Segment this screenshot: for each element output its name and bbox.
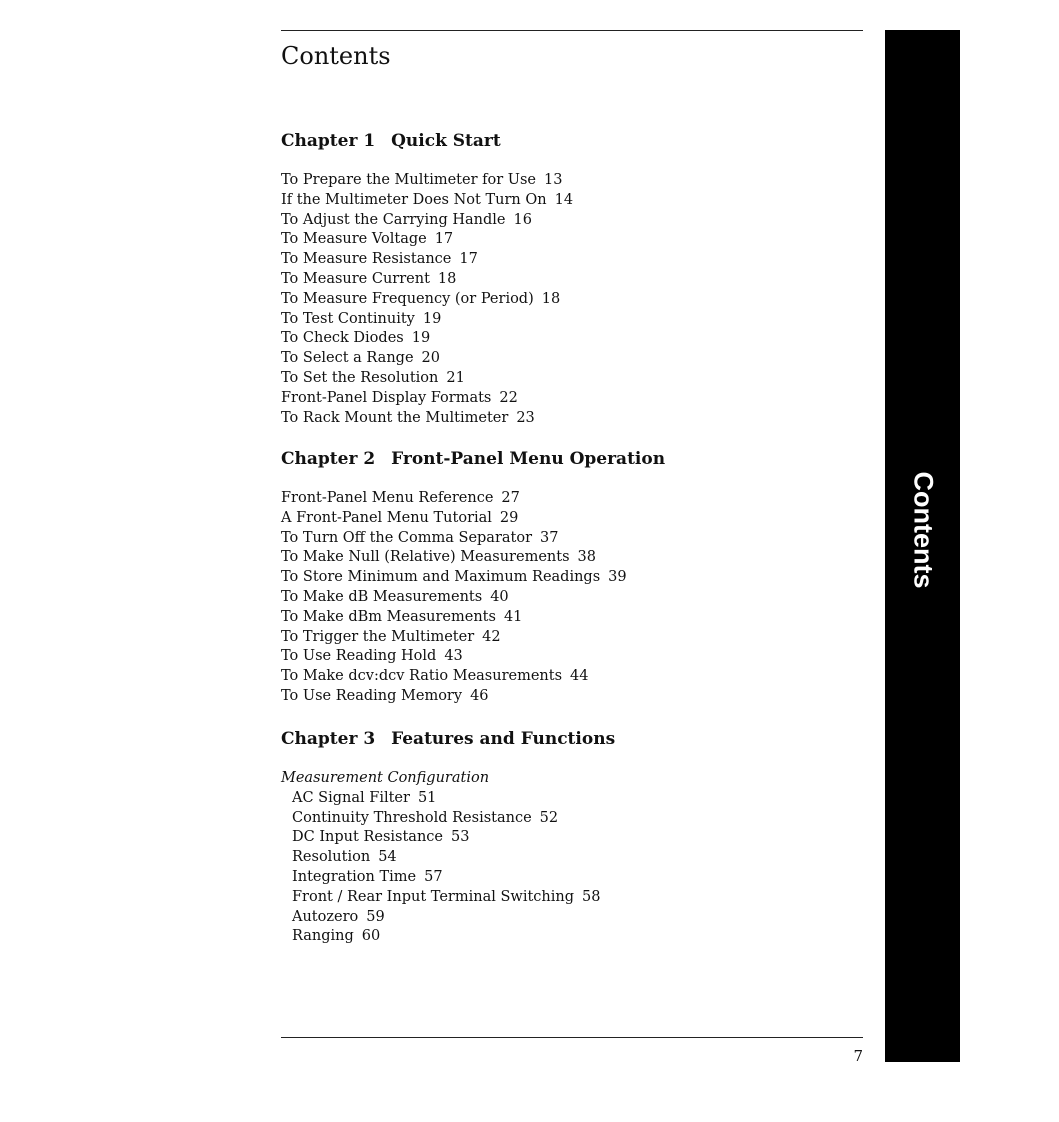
toc-entry[interactable] [281, 848, 600, 868]
entry-title: To Trigger the Multimeter [281, 628, 475, 645]
entry-title: To Use Reading Hold [281, 648, 437, 665]
toc-entry[interactable] [281, 927, 600, 947]
chapter-title: Quick Start [391, 131, 501, 151]
entry-page: 38 [577, 549, 596, 566]
entry-page: 17 [459, 251, 478, 268]
toc-entry[interactable] [281, 290, 573, 310]
entry-page: 29 [499, 509, 519, 526]
toc-entry[interactable] [281, 667, 627, 687]
toc-entry[interactable] [281, 687, 627, 707]
toc-entry[interactable] [281, 191, 573, 211]
chapter-number: Chapter 3 [281, 729, 376, 749]
entry-title: To Measure Current [281, 270, 430, 287]
entry-title: To Make dB Measurements [281, 588, 483, 605]
entry-title: AC Signal Filter [292, 789, 410, 806]
page-number: 7 [853, 1047, 863, 1065]
entry-page: 19 [411, 330, 431, 347]
chapter-3-entries [281, 769, 600, 947]
entry-title: Front-Panel Menu Reference [281, 490, 494, 506]
entry-title: To Set the Resolution [281, 369, 439, 386]
entry-page: 18 [437, 270, 457, 287]
entry-page: 21 [446, 369, 465, 386]
entry-page: 39 [608, 569, 627, 586]
entry-page: 54 [378, 849, 397, 866]
entry-title: To Rack Mount the Multimeter [281, 409, 509, 426]
entry-page: 14 [554, 191, 574, 208]
entry-title: To Make Null (Relative) Measurements [281, 549, 570, 566]
chapter-title: Front-Panel Menu Operation [391, 449, 666, 469]
entry-page: 19 [422, 310, 442, 327]
toc-entry[interactable] [281, 211, 573, 231]
entry-page: 23 [516, 409, 535, 426]
toc-entry[interactable] [281, 409, 573, 429]
toc-entry[interactable] [281, 171, 573, 191]
toc-entry[interactable] [281, 389, 573, 409]
toc-entry[interactable] [281, 349, 573, 369]
entry-page: 20 [421, 350, 440, 367]
top-rule [281, 30, 863, 31]
entry-page: 59 [366, 908, 385, 925]
entry-title: To Test Continuity [281, 310, 415, 327]
entry-title: Autozero [292, 908, 359, 925]
toc-entry[interactable] [281, 588, 627, 608]
side-tab [885, 30, 960, 1062]
chapter-1-heading [281, 130, 501, 152]
toc-entry[interactable] [281, 888, 600, 908]
toc-entry[interactable] [281, 509, 627, 529]
toc-entry[interactable] [281, 529, 627, 549]
entry-title: Front / Rear Input Terminal Switching [292, 888, 574, 905]
entry-page: 22 [499, 389, 518, 406]
entry-page: 51 [417, 789, 437, 806]
entry-page: 60 [361, 928, 381, 945]
toc-entry[interactable] [281, 270, 573, 290]
entry-page: 13 [544, 172, 563, 188]
entry-page: 18 [541, 290, 561, 307]
chapter-1-entries [281, 171, 573, 428]
toc-entry[interactable] [281, 908, 600, 928]
toc-entry[interactable] [281, 489, 627, 509]
entry-title: To Select a Range [281, 350, 414, 367]
chapter-number: Chapter 2 [281, 449, 376, 469]
entry-page: 40 [490, 588, 509, 605]
entry-title: Resolution [292, 849, 371, 866]
toc-entry[interactable] [281, 329, 573, 349]
toc-entry[interactable] [281, 568, 627, 588]
side-tab-label: Contents [908, 471, 938, 589]
entry-title: To Measure Voltage [281, 231, 427, 248]
entry-page: 42 [482, 628, 501, 645]
entry-title: Ranging [292, 928, 354, 945]
entry-title: Integration Time [292, 868, 417, 885]
toc-entry[interactable] [281, 647, 627, 667]
entry-page: 53 [450, 829, 470, 846]
entry-title: To Make dcv:dcv Ratio Measurements [281, 668, 563, 685]
entry-title: To Measure Frequency (or Period) [281, 290, 534, 307]
entry-page: 44 [570, 668, 589, 685]
entry-title: To Use Reading Memory [281, 687, 463, 704]
chapter-2-heading [281, 448, 665, 470]
toc-entry[interactable] [281, 250, 573, 270]
toc-entry[interactable] [281, 608, 627, 628]
entry-page: 16 [513, 211, 532, 228]
chapter-3-heading [281, 728, 615, 750]
toc-entry[interactable] [281, 809, 600, 829]
entry-page: 27 [501, 490, 520, 506]
chapter-title: Features and Functions [391, 729, 616, 749]
entry-page: 17 [434, 231, 454, 248]
entry-title: To Prepare the Multimeter for Use [281, 172, 537, 188]
toc-entry[interactable] [281, 789, 600, 809]
entry-page: 46 [470, 687, 489, 704]
toc-entry[interactable] [281, 369, 573, 389]
entry-title: To Measure Resistance [281, 251, 452, 268]
entry-page: 41 [503, 608, 523, 625]
entry-page: 43 [444, 648, 463, 665]
entry-title: To Make dBm Measurements [281, 608, 496, 625]
entry-title: To Check Diodes [281, 330, 404, 347]
toc-entry[interactable] [281, 548, 627, 568]
entry-title: Continuity Threshold Resistance [292, 809, 532, 826]
entry-title: DC Input Resistance [292, 829, 443, 846]
entry-page: 58 [582, 888, 601, 905]
chapter-2-entries [281, 489, 627, 707]
page-title: Contents [281, 42, 391, 70]
entry-title: To Adjust the Carrying Handle [281, 211, 506, 228]
entry-page: 37 [540, 529, 559, 546]
entry-title: If the Multimeter Does Not Turn On [281, 191, 547, 208]
entry-page: 57 [424, 868, 443, 885]
toc-entry[interactable] [281, 828, 600, 848]
section-label: Measurement Configuration [281, 770, 490, 786]
entry-title: To Store Minimum and Maximum Readings [281, 569, 601, 586]
bottom-rule [281, 1037, 863, 1038]
entry-title: A Front-Panel Menu Tutorial [281, 509, 492, 526]
entry-page: 52 [539, 809, 559, 826]
chapter-number: Chapter 1 [281, 131, 376, 151]
entry-title: Front-Panel Display Formats [281, 389, 492, 406]
toc-entry[interactable] [281, 628, 627, 648]
toc-entry[interactable] [281, 868, 600, 888]
toc-entry[interactable] [281, 310, 573, 330]
entry-title: To Turn Off the Comma Separator [281, 529, 533, 546]
toc-entry[interactable] [281, 230, 573, 250]
